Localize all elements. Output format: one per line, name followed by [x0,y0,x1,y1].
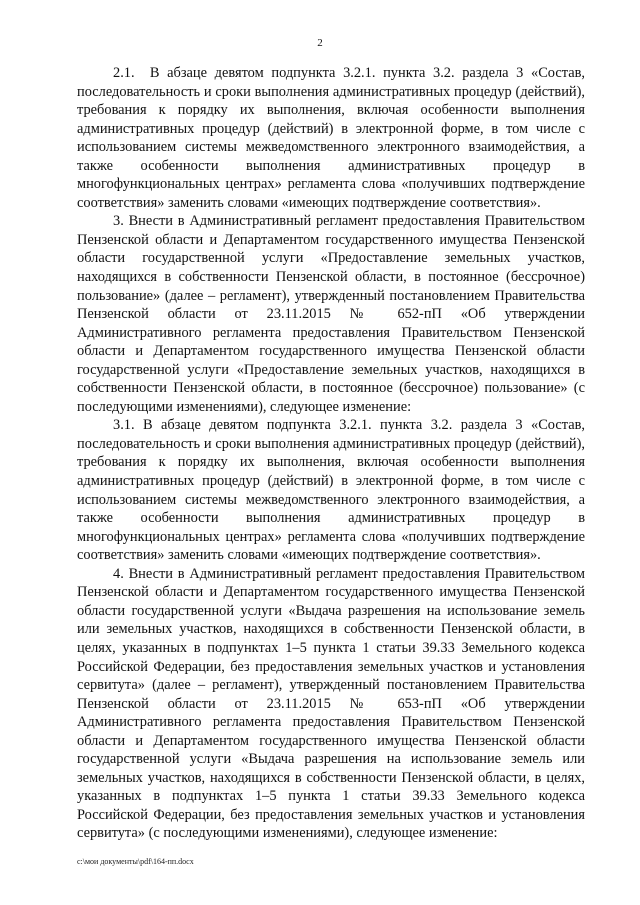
paragraph-3-1: 3.1. В абзаце девятом подпункта 3.2.1. пункта 3.2. раздела 3 «Состав, последовательность и сроки выполнения административных процедур (действий), требования к порядку их выполнения, включая особенности выполнения административных процедур (действий) в электронной форме, в том числе с использованием системы межведомственного электронного взаимодействия, а также особенности выполнения административных процедур в многофункциональных центрах» регламента слова «получивших подтверждение соответствия» заменить словами «имеющих подтверждение соответствия». [77,417,585,564]
paragraph-4: 4. Внести в Административный регламент предоставления Правительством Пензенской области и Департаментом государственного имущества Пензенской области государственной услуги «Выдача разрешения на использование земель или земельных участков, находящихся в собственности Пензенской области, в целях, указанных в подпунктах 1–5 пункта 1 статьи 39.33 Земельного кодекса Российской Федерации, без предоставления земельных участков и установления сервитута» (далее – регламент), утвержденный постановлением Правительства Пензенской области от 23.11.2015 № 653-пП «Об утверждении Административного регламента предоставления Правительством Пензенской области и Департаментом государственного имущества Пензенской области государственной услуги «Выдача разрешения на использование земель или земельных участков, находящихся в собственности Пензенской области, в целях, указанных в подпунктах 1–5 пункта 1 статьи 39.33 Земельного кодекса Российской Федерации, без предоставления земельных участков и установления сервитута» (с последующими изменениями), следующее изменение: [77,565,585,842]
paragraph-3: 3. Внести в Административный регламент предоставления Правительством Пензенской области и Департаментом государственного имущества Пензенской области государственной услуги «Предоставление земельных участков, находящихся в собственности Пензенской области, в постоянное (бессрочное) пользование» (далее – регламент), утвержденный постановлением Правительства Пензенской области от 23.11.2015 № 652-пП «Об утверждении Административного регламента предоставления Правительством Пензенской области и Департаментом государственного имущества Пензенской области государственной услуги «Предоставление земельных участков, находящихся в собственности Пензенской области, в постоянное (бессрочное) пользование» (с последующими изменениями), следующее изменение: [77,213,585,415]
paragraph-2-1: 2.1. В абзаце девятом подпункта 3.2.1. пункта 3.2. раздела 3 «Состав, последовательность и сроки выполнения административных процедур (действий), требования к порядку их выполнения, включая особенности выполнения административных процедур (действий) в электронной форме, в том числе с использованием системы межведомственного электронного взаимодействия, а также особенности выполнения административных процедур в многофункциональных центрах» регламента слова «получивших подтверждение соответствия» заменить словами «имеющих подтверждение соответствия». [77,65,585,211]
document-body [77,64,585,843]
footer-file-path: c:\мои документы\pdf\164-пп.docx [77,857,194,866]
page-number: 2 [317,37,323,49]
